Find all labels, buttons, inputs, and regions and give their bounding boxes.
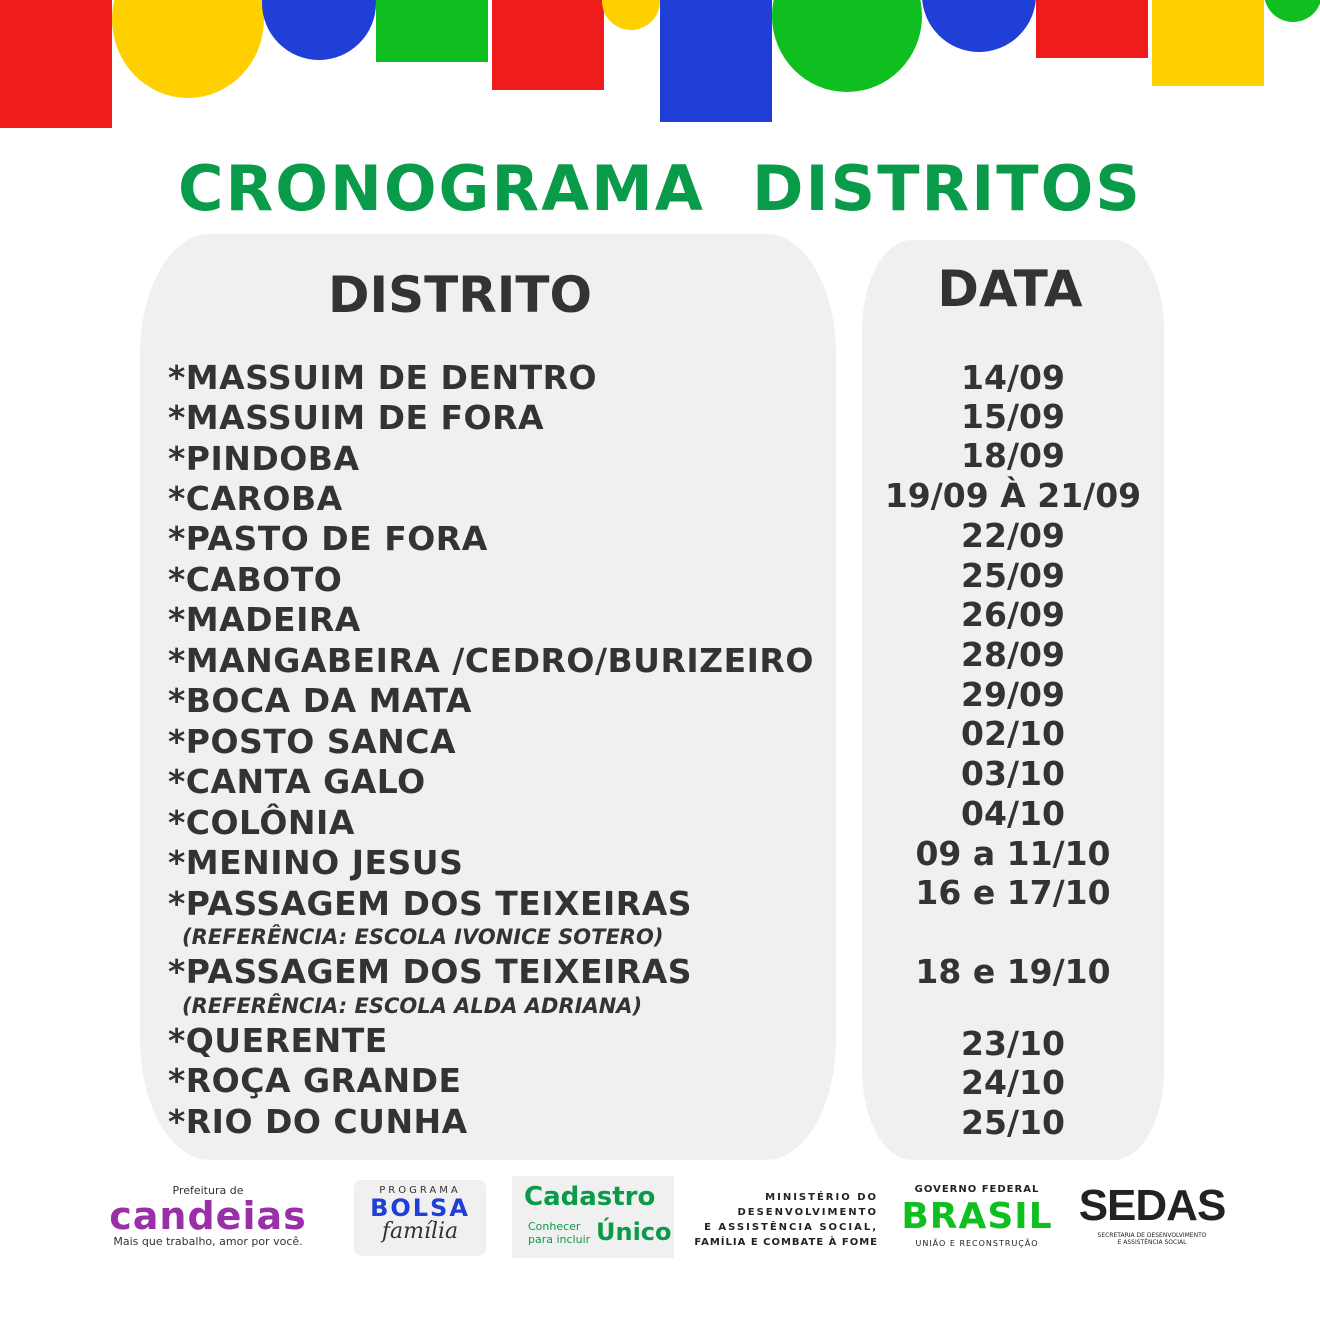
cadastro-title: Cadastro <box>524 1182 656 1212</box>
ministerio-line-1: MINISTÉRIO DO <box>765 1192 878 1203</box>
ministerio-line-2: DESENVOLVIMENTO <box>737 1207 878 1218</box>
district-note: (REFERÊNCIA: ESCOLA ALDA ADRIANA) <box>182 994 643 1018</box>
decor-blue-circle-1 <box>262 0 376 60</box>
district-name: *PINDOBA <box>168 439 360 478</box>
district-name: *QUERENTE <box>168 1021 388 1060</box>
bolsa-label: BOLSA <box>370 1194 470 1222</box>
bolsa-program-label: PROGRAMA <box>379 1185 461 1196</box>
district-date: 04/10 <box>961 794 1065 833</box>
governo-federal-logo <box>900 1184 1054 1248</box>
cadastro-sub1: Conhecer <box>528 1220 581 1233</box>
sedas-name: SEDAS <box>1078 1181 1226 1230</box>
district-name: *POSTO SANCA <box>168 722 456 761</box>
district-date: 22/09 <box>961 516 1065 555</box>
district-date: 09 a 11/10 <box>915 834 1111 873</box>
decor-green-square-1 <box>376 0 488 62</box>
district-name: *ROÇA GRANDE <box>168 1061 462 1100</box>
district-date: 15/09 <box>961 397 1065 436</box>
brasil-word: BRASIL <box>901 1196 1053 1237</box>
candeias-logo <box>96 1184 320 1254</box>
decor-blue-circle-2 <box>922 0 1036 52</box>
decor-red-square-3 <box>1036 0 1148 58</box>
district-date: 24/10 <box>961 1063 1065 1102</box>
district-date: 25/10 <box>961 1103 1065 1142</box>
sedas-logo <box>1078 1180 1226 1246</box>
governo-bottom: UNIÃO E RECONSTRUÇÃO <box>915 1239 1039 1248</box>
decor-red-square-2 <box>492 0 604 90</box>
decor-blue-square <box>660 0 772 122</box>
district-name: *MASSUIM DE FORA <box>168 398 545 437</box>
familia-label: família <box>381 1219 459 1244</box>
cadastro-sub2: para incluir <box>528 1233 591 1246</box>
district-name: *CANTA GALO <box>168 762 426 801</box>
decor-red-square-1 <box>0 0 112 128</box>
district-name: *BOCA DA MATA <box>168 681 472 720</box>
district-date: 29/09 <box>961 675 1065 714</box>
district-note: (REFERÊNCIA: ESCOLA IVONICE SOTERO) <box>182 925 664 949</box>
district-date: 23/10 <box>961 1024 1065 1063</box>
district-date: 18/09 <box>961 436 1065 475</box>
district-date: 03/10 <box>961 754 1065 793</box>
district-date: 18 e 19/10 <box>915 952 1111 991</box>
decor-green-circle-1 <box>772 0 922 92</box>
ministerio-line-3: E ASSISTÊNCIA SOCIAL, <box>704 1222 878 1233</box>
candeias-prefix: Prefeitura de <box>172 1184 244 1197</box>
district-name: *CABOTO <box>168 560 343 599</box>
page-title: CRONOGRAMA DISTRITOS <box>178 152 1142 225</box>
ministerio-line-4: FAMÍLIA E COMBATE À FOME <box>694 1237 878 1248</box>
district-name: *MADEIRA <box>168 600 361 639</box>
district-date: 19/09 À 21/09 <box>884 476 1142 515</box>
cadastro-unico: Único <box>596 1218 672 1246</box>
district-name: *CAROBA <box>168 479 343 518</box>
ministerio-logo <box>680 1190 878 1250</box>
decor-yellow-circle-2 <box>602 0 660 30</box>
district-date: 14/09 <box>961 358 1065 397</box>
district-name: *PASTO DE FORA <box>168 519 488 558</box>
sedas-line-2: E ASSISTÊNCIA SOCIAL <box>1117 1239 1187 1246</box>
district-name: *RIO DO CUNHA <box>168 1102 468 1141</box>
governo-top: GOVERNO FEDERAL <box>914 1184 1040 1195</box>
district-date: 16 e 17/10 <box>915 873 1111 912</box>
district-date: 26/09 <box>961 595 1065 634</box>
decor-yellow-circle-1 <box>112 0 264 98</box>
district-name: *PASSAGEM DOS TEIXEIRAS <box>168 952 693 991</box>
district-date: 25/09 <box>961 556 1065 595</box>
date-column-header: DATA <box>937 260 1083 318</box>
district-name: *MASSUIM DE DENTRO <box>168 358 598 397</box>
district-column-header: DISTRITO <box>328 266 592 324</box>
district-date: 28/09 <box>961 635 1065 674</box>
district-date: 02/10 <box>961 714 1065 753</box>
district-name: *COLÔNIA <box>168 803 355 842</box>
candeias-tagline: Mais que trabalho, amor por você. <box>113 1235 303 1248</box>
bolsa-familia-logo <box>354 1180 486 1256</box>
district-name: *MENINO JESUS <box>168 843 464 882</box>
district-name: *MANGABEIRA /CEDRO/BURIZEIRO <box>168 641 814 680</box>
district-name: *PASSAGEM DOS TEIXEIRAS <box>168 884 693 923</box>
cadastro-unico-logo <box>512 1176 674 1258</box>
decor-green-circle-2 <box>1264 0 1320 22</box>
sedas-line-1: SECRETARIA DE DESENVOLVIMENTO <box>1097 1232 1207 1239</box>
candeias-name: candeias <box>109 1194 307 1238</box>
decor-yellow-square <box>1152 0 1264 86</box>
